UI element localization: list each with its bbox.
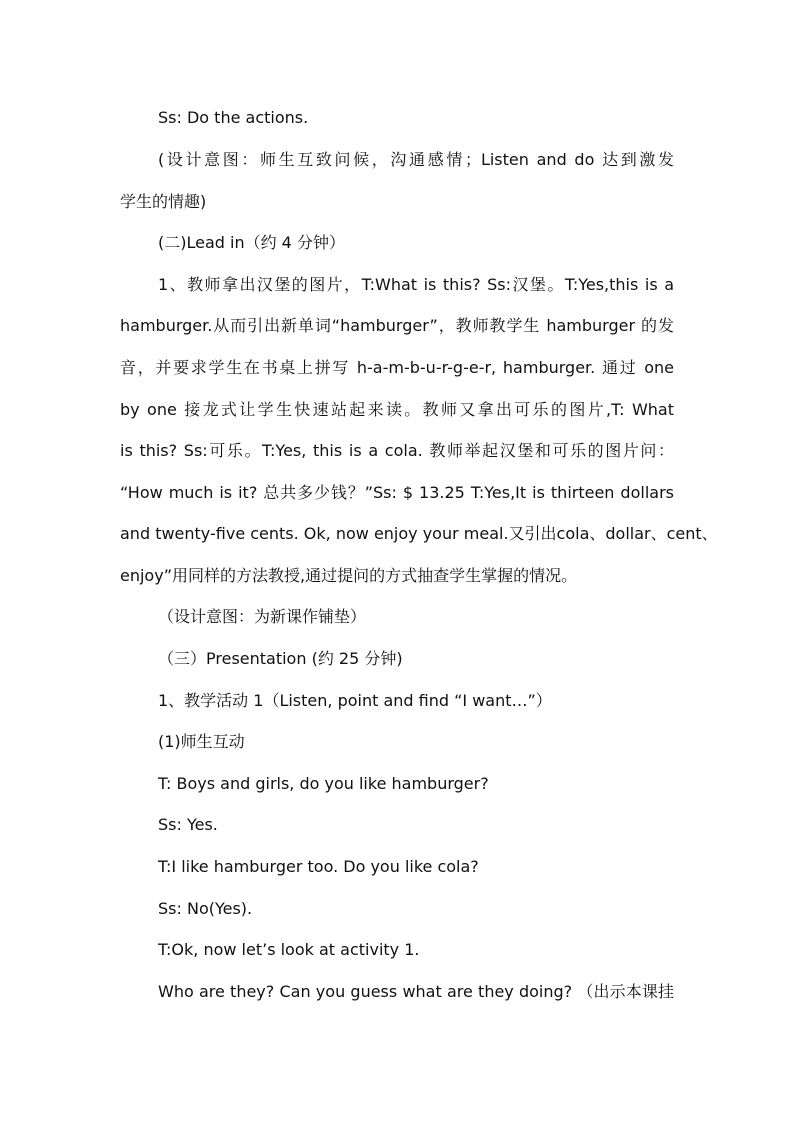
- text-line-design-intent: (设计意图：师生互致问候，沟通感情；Listen and do 达到激发: [158, 150, 674, 169]
- text-line-lead-in-7: and twenty-five cents. Ok, now enjoy your meal.又引出cola、dollar、cent、: [120, 524, 718, 543]
- text-line-ss-actions: Ss: Do the actions.: [158, 108, 309, 127]
- dialogue-line-5: T:Ok, now let’s look at activity 1.: [158, 940, 420, 959]
- text-line-lead-in-1: 1、教师拿出汉堡的图片，T:What is this? Ss:汉堡。T:Yes,this is a: [158, 275, 674, 294]
- dialogue-line-2: Ss: Yes.: [158, 815, 218, 834]
- dialogue-line-3: T:I like hamburger too. Do you like cola?: [158, 857, 479, 876]
- text-line-design-intent-2: （设计意图：为新课作铺垫）: [158, 607, 367, 626]
- dialogue-line-6: Who are they? Can you guess what are they doing? （出示本课挂: [158, 982, 674, 1001]
- text-line-interaction: (1)师生互动: [158, 732, 245, 751]
- text-line-lead-in-4: by one 接龙式让学生快速站起来读。教师又拿出可乐的图片,T: What: [120, 400, 674, 419]
- text-line-design-intent-cont: 学生的情趣): [120, 192, 207, 211]
- dialogue-line-1: T: Boys and girls, do you like hamburger?: [158, 774, 489, 793]
- text-line-lead-in-6: “How much is it? 总共多少钱？”Ss: $ 13.25 T:Yes,It is thirteen dollars: [120, 483, 674, 502]
- text-line-lead-in-3: 音，并要求学生在书桌上拼写 h-a-m-b-u-r-g-e-r, hamburger. 通过 one: [120, 358, 674, 377]
- text-line-lead-in-8: enjoy”用同样的方法教授,通过提问的方式抽查学生掌握的情况。: [120, 566, 578, 585]
- section-heading-presentation: （三）Presentation (约 25 分钟): [158, 649, 403, 668]
- dialogue-line-4: Ss: No(Yes).: [158, 899, 253, 918]
- section-heading-lead-in: (二)Lead in（约 4 分钟）: [158, 233, 345, 252]
- text-line-lead-in-2: hamburger.从而引出新单词“hamburger”，教师教学生 hamburger 的发: [120, 316, 674, 335]
- text-line-lead-in-5: is this? Ss:可乐。T:Yes, this is a cola. 教师举起汉堡和可乐的图片问：: [120, 441, 674, 460]
- text-line-activity-1: 1、教学活动 1（Listen, point and find “I want…”）: [158, 691, 552, 710]
